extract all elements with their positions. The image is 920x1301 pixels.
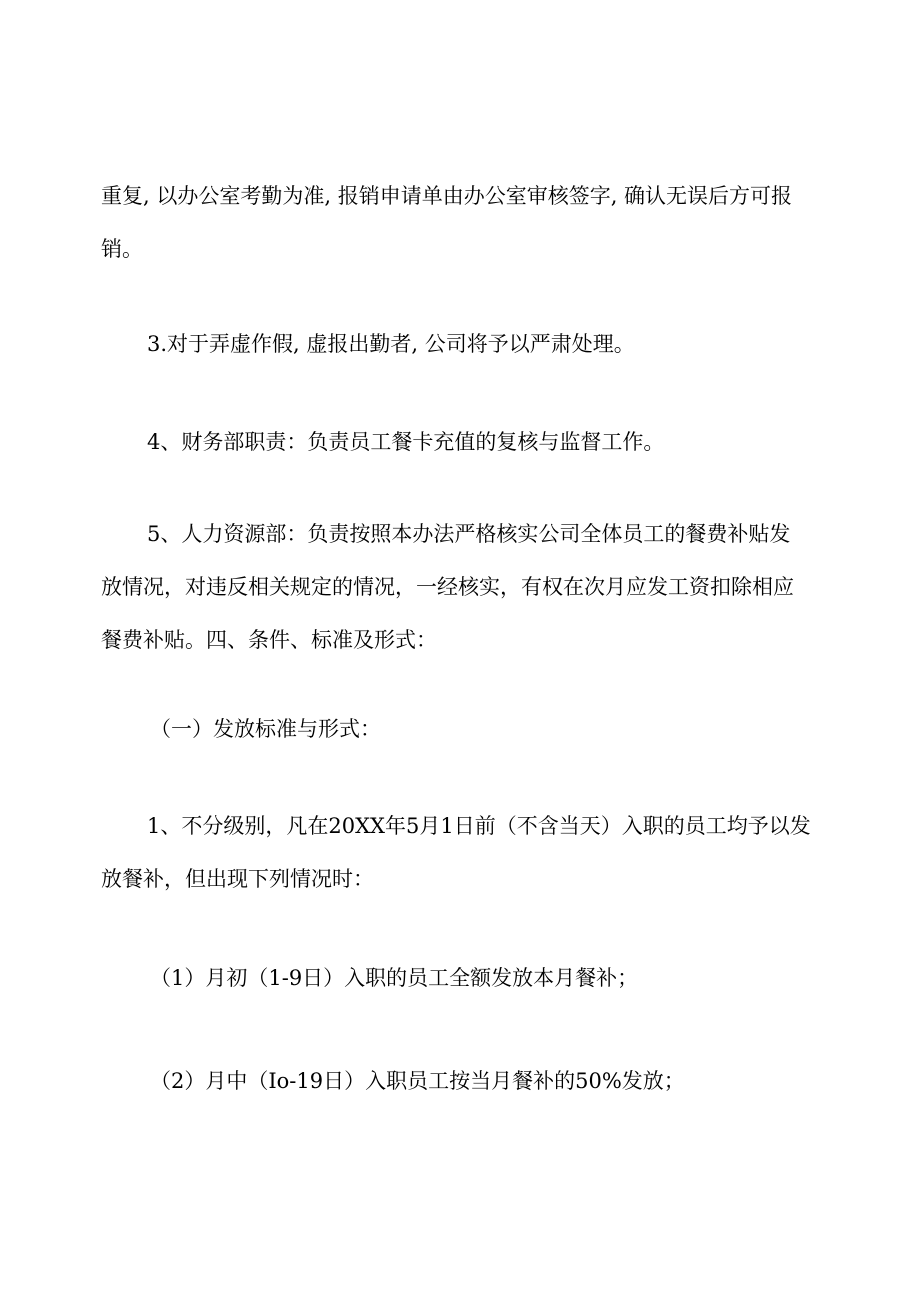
text-line: 餐费补贴。四、条件、标准及形式：	[101, 628, 437, 652]
section-heading-standards	[150, 703, 875, 756]
paragraph-item-4	[147, 416, 872, 469]
text-line: 5、人力资源部：负责按照本办法严格核实公司全体员工的餐费补贴发	[147, 522, 791, 546]
text-line: （1）月初（1-9日）入职的员工全额发放本月餐补；	[150, 966, 639, 990]
text-line: 销。	[101, 237, 143, 261]
paragraph-rule-1	[101, 800, 826, 906]
text-line: 放餐补，但出现下列情况时：	[101, 867, 374, 891]
text-line: 放情况，对违反相关规定的情况，一经核实，有权在次月应发工资扣除相应	[101, 575, 794, 599]
text-line: 1、不分级别，凡在20XX年5月1日前（不含当天）入职的员工均予以发	[147, 814, 811, 838]
text-line: （一）发放标准与形式：	[150, 717, 381, 741]
text-line: 重复, 以办公室考勤为准, 报销申请单由办公室审核签字, 确认无误后方可报	[101, 184, 793, 208]
paragraph-reimbursement-continued	[101, 170, 826, 276]
text-line: 4、财务部职责：负责员工餐卡充值的复核与监督工作。	[147, 430, 665, 454]
text-line: 3.对于弄虚作假, 虚报出勤者, 公司将予以严肃处理。	[147, 332, 635, 356]
paragraph-item-5	[101, 508, 826, 667]
paragraph-case-1	[150, 952, 875, 1005]
paragraph-case-2	[150, 1055, 875, 1108]
text-line: （2）月中（Io-19日）入职员工按当月餐补的50%发放；	[150, 1069, 685, 1093]
paragraph-item-3	[147, 318, 872, 371]
